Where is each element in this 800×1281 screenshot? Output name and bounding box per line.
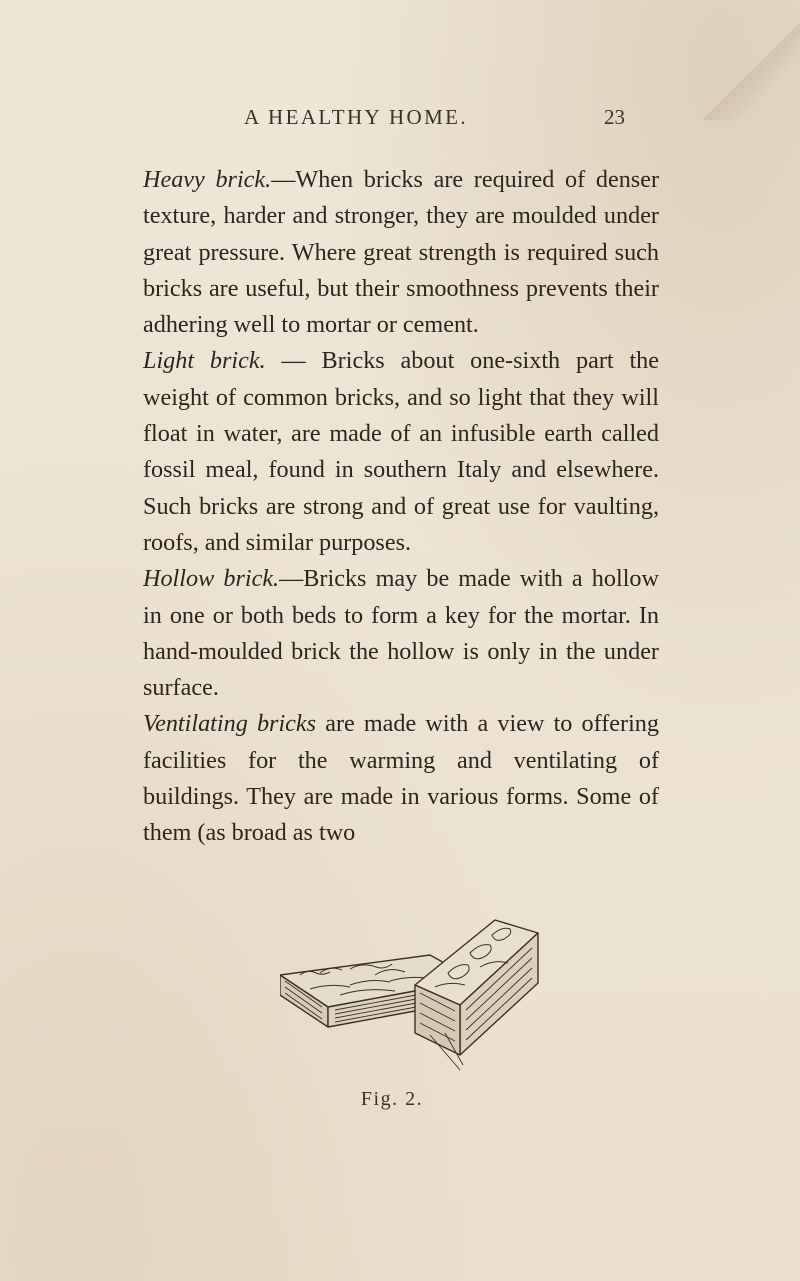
running-head-title: A HEALTHY HOME. bbox=[244, 105, 469, 129]
term-ventilating-bricks: Ventilating bricks bbox=[143, 710, 317, 738]
running-head bbox=[0, 101, 800, 137]
paragraph-heavy-brick bbox=[143, 162, 659, 343]
paragraph-ventilating-bricks bbox=[143, 706, 659, 851]
term-heavy-brick: Heavy brick. bbox=[143, 166, 272, 193]
paragraph-text: —Bricks may be made with a hollow in one or both beds to form a key for the mortar. In hand-moulded brick the hollow is only in the under surface. bbox=[143, 565, 659, 702]
body-text bbox=[143, 162, 659, 852]
page-number: 23 bbox=[604, 105, 625, 129]
figure-caption-text: Fig. 2. bbox=[360, 1088, 424, 1110]
paragraph-text: —When bricks are required of denser texture, harder and stronger, they are moulded under great pressure. Where great strength is required such bricks are useful, but their smoothness prevents their adhering well to mortar or cement. bbox=[143, 166, 659, 339]
figure-caption bbox=[0, 1088, 800, 1111]
paragraph-light-brick bbox=[143, 343, 659, 561]
term-hollow-brick: Hollow brick. bbox=[143, 565, 280, 593]
ventilating-brick-illustration bbox=[280, 915, 540, 1075]
paragraph-text: — Bricks about one-sixth part the weight of common bricks, and so light that they will float in water, are made of an infusible earth called fossil meal, found in southern Italy and elsewhere. Such bricks are strong and of great use for vaulting, roofs, and similar purposes. bbox=[143, 347, 659, 556]
paragraph-text: are made with a view to offering facilities for the warming and ventilating of buildings. They are made in various forms. Some of them (as broad as two bbox=[143, 710, 659, 847]
term-light-brick: Light brick. bbox=[143, 347, 266, 375]
paragraph-hollow-brick bbox=[143, 561, 659, 706]
